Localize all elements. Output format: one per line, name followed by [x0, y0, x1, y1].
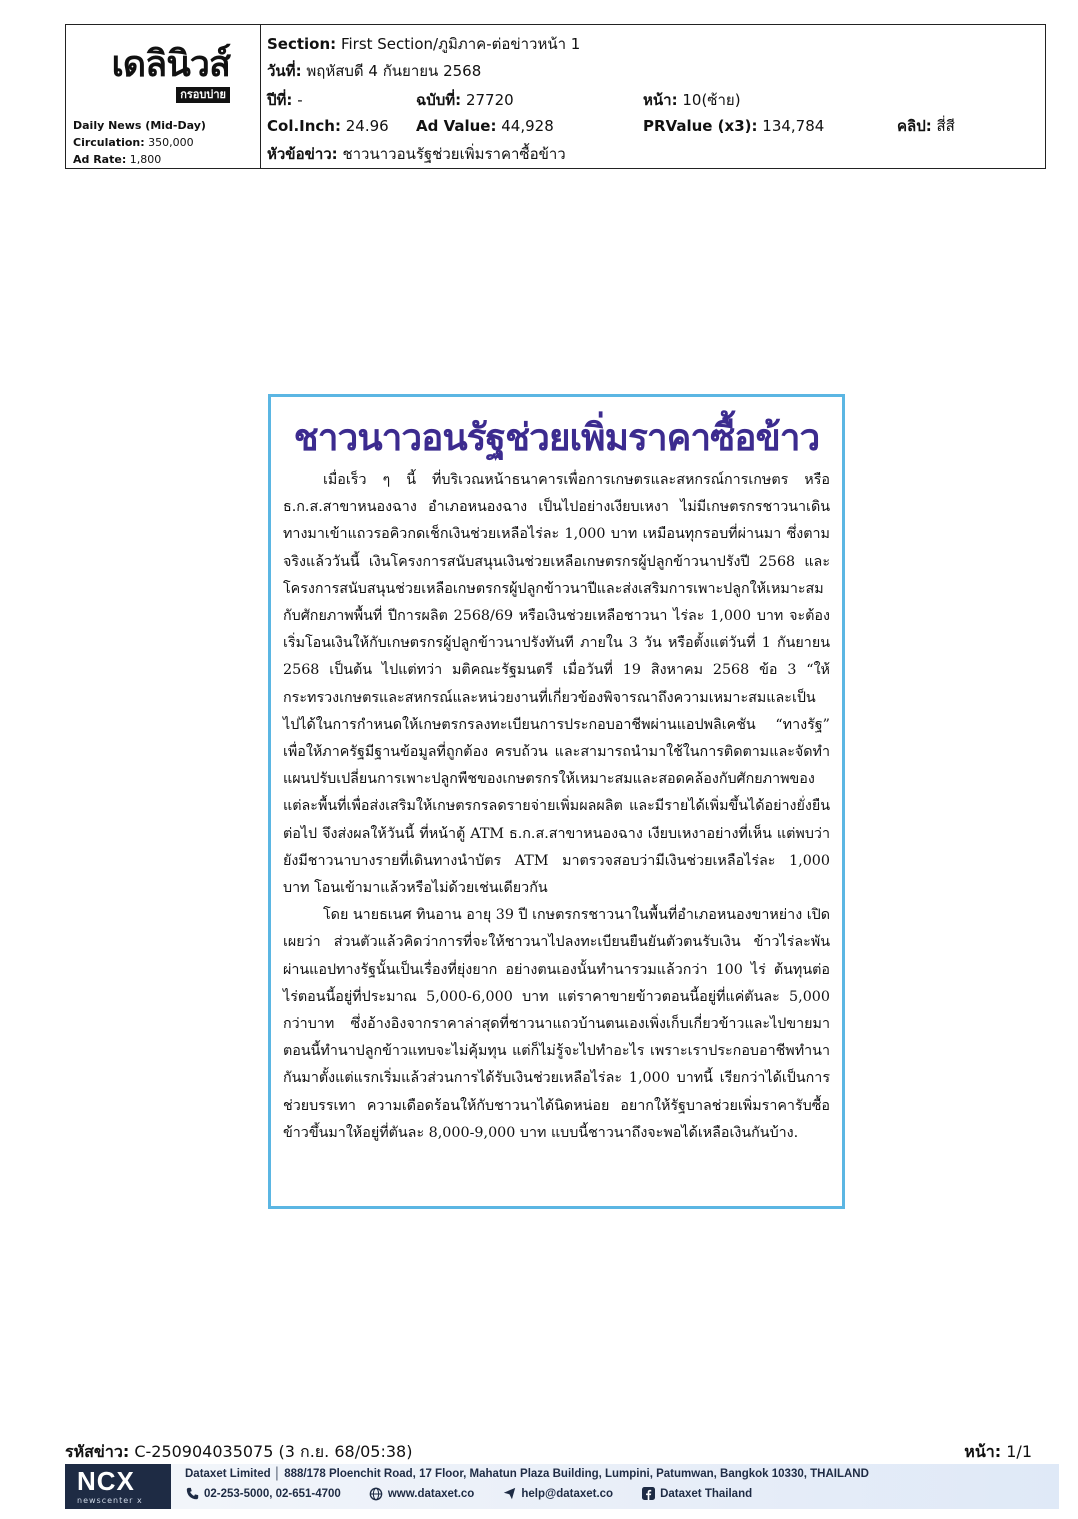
- page-number-value: 1/1: [1006, 1442, 1032, 1461]
- contact-row: [185, 1487, 780, 1501]
- issue-label: ฉบับที่:: [416, 91, 462, 109]
- colinch-value: 24.96: [345, 117, 389, 135]
- article-paragraph: เมื่อเร็ว ๆ นี้ ที่บริเวณหน้าธนาคารเพื่อการเกษตรและสหกรณ์การเกษตร หรือ ธ.ก.ส.สาขาหนองฉาง อำเภอหนองฉาง เป็นไปอย่างเงียบเหงา ไม่มีเกษตรกรชาวนาเดินทางมาเข้าแถวรอคิวกดเช็กเงินช่วยเหลือไร่ละ 1,000 บาท เหมือนทุกรอบที่ผ่านมา ซึ่งตามจริงแล้ววันนี้ เงินโครงการสนับสนุนเงินช่วยเหลือเกษตรกรผู้ปลูกข้าวนาปรังปี 2568 และโครงการสนับสนุนช่วยเหลือเกษตรกรผู้ปลูกข้าวนาปีและส่งเสริมการเพาะปลูกให้เหมาะสมกับศักยภาพพื้นที่ ปีการผลิต 2568/69 หรือเงินช่วยเหลือชาวนา ไร่ละ 1,000 บาท จะต้องเริ่มโอนเงินให้กับเกษตรกรผู้ปลูกข้าวนาปรังทันที ภายใน 3 วัน หรือตั้งแต่วันที่ 1 กันยายน 2568 เป็นต้น ไปแต่ทว่า มติคณะรัฐมนตรี เมื่อวันที่ 19 สิงหาคม 2568 ข้อ 3 “ให้กระทรวงเกษตรและสหกรณ์และหน่วยงานที่เกี่ยวข้องพิจารณาถึงความเหมาะสมและเป็นไปได้ในการกำหนดให้เกษตรกรลงทะเบียนการประกอบอาชีพผ่านแอปพลิเคชัน “ทางรัฐ” เพื่อให้ภาครัฐมีฐานข้อมูลที่ถูกต้อง ครบถ้วน และสามารถนำมาใช้ในการติดตามและจัดทำแผนปรับเปลี่ยนการเพาะปลูกพืชของเกษตรกรให้เหมาะสมและสอดคล้องกับศักยภาพของแต่ละพื้นที่เพื่อส่งเสริมให้เกษตรกรลดรายจ่ายเพิ่มผลผลิต และมีรายได้เพิ่มขึ้นได้อย่างยั่งยืนต่อไป จึงส่งผลให้วันนี้ ที่หน้าตู้ ATM ธ.ก.ส.สาขาหนองฉาง เงียบเหงาอย่างที่เห็น แต่พบว่า ยังมีชาวนาบางรายที่เดินทางนำบัตร ATM มาตรวจสอบว่ามีเงินช่วยเหลือไร่ละ 1,000 บาท โอนเข้ามาแล้วหรือไม่ด้วยเช่นเดียวกัน: [283, 472, 830, 897]
- headline-value: ชาวนาวอนรัฐช่วยเพิ่มราคาซื้อข้าว: [342, 145, 566, 163]
- year-label: ปีที่:: [267, 91, 293, 109]
- date-value: พฤหัสบดี 4 กันยายน 2568: [306, 62, 482, 80]
- clipping-header: [65, 24, 1046, 169]
- publication-info: [73, 117, 206, 168]
- meta-cell: [261, 25, 1045, 168]
- company-address: Dataxet Limited │ 888/178 Ploenchit Road, 17 Floor, Mahatun Plaza Building, Lumpini, Patumwan, Bangkok 10330, THAILAND: [185, 1468, 869, 1480]
- news-code-label: รหัสข่าว:: [65, 1442, 130, 1461]
- globe-icon: [369, 1487, 383, 1501]
- colinch-line: [267, 116, 389, 136]
- footer-bar: [65, 1464, 1059, 1509]
- headline-label: หัวข้อข่าว:: [267, 145, 338, 163]
- colinch-label: Col.Inch:: [267, 117, 341, 135]
- logo-edition: กรอบบ่าย: [176, 87, 230, 103]
- phone-text: 02-253-5000, 02-651-4700: [204, 1488, 341, 1500]
- ad-rate-label: Ad Rate:: [73, 153, 127, 166]
- section-line: [267, 34, 580, 54]
- circulation-label: Circulation:: [73, 136, 145, 149]
- issue-value: 27720: [465, 91, 514, 109]
- section-value: First Section/ภูมิภาค-ต่อข่าวหน้า 1: [340, 35, 581, 53]
- page-number-label: หน้า:: [964, 1442, 1002, 1461]
- contact-phone: [185, 1487, 341, 1501]
- prvalue-value: 134,784: [762, 117, 825, 135]
- date-label: วันที่:: [267, 62, 302, 80]
- news-code-time: (3 ก.ย. 68/05:38): [278, 1442, 413, 1461]
- email-text[interactable]: help@dataxet.co: [521, 1488, 614, 1500]
- advalue-label: Ad Value:: [416, 117, 497, 135]
- prvalue-line: [643, 116, 824, 136]
- contact-website[interactable]: [369, 1487, 475, 1501]
- advalue-line: [416, 116, 554, 136]
- article-body: [283, 467, 830, 1147]
- contact-facebook[interactable]: [641, 1487, 752, 1501]
- date-line: [267, 61, 481, 81]
- page-number: [964, 1440, 1032, 1465]
- article-paragraph: โดย นายธเนศ ทินอาน อายุ 39 ปี เกษตรกรชาวนาในพื้นที่อำเภอหนองขาหย่าง เปิดเผยว่า ส่วนตัวแล้วคิดว่าการที่จะให้ชาวนาไปลงทะเบียนยืนยันตัวตนรับเงิน ข้าวไร่ละพันผ่านแอปทางรัฐนั้นเป็นเรื่องที่ยุ่งยาก อย่างตนเองนั้นทำนารวมแล้วกว่า 100 ไร่ ต้นทุนต่อไร่ตอนนี้อยู่ที่ประมาณ 5,000-6,000 บาท แต่ราคาขายข้าวตอนนี้อยู่ที่แค่ตันละ 5,000 กว่าบาท ซึ่งอ้างอิงจากราคาล่าสุดที่ชาวนาแถวบ้านตนเองเพิ่งเก็บเกี่ยวข้าวและไปขายมา ตอนนี้ทำนาปลูกข้าวแทบจะไม่คุ้มทุน แต่ก็ไม่รู้จะไปทำอะไร เพราะเราประกอบอาชีพทำนากันมาตั้งแต่แรกเริ่มแล้วส่วนการได้รับเงินช่วยเหลือไร่ละ 1,000 บาทนี้ เรียกว่าได้เป็นการช่วยบรรเทา ความเดือดร้อนให้กับชาวนาได้นิดหน่อย อยากให้รัฐบาลช่วยเพิ่มราคารับซื้อข้าวขึ้นมาให้อยู่ที่ตันละ 8,000-9,000 บาท แบบนี้ชาวนาถึงจะพอได้เหลือเงินกันบ้าง.: [283, 907, 830, 1141]
- clip-value: สี่สี: [936, 117, 955, 135]
- headline-line: [267, 144, 566, 164]
- year-line: [267, 90, 303, 110]
- ad-rate-value: 1,800: [129, 153, 162, 166]
- ncx-logo-sub: newscenter x: [77, 1496, 143, 1505]
- clip-line: [897, 116, 955, 136]
- news-code: [65, 1440, 412, 1465]
- publication-cell: [66, 25, 261, 168]
- circulation-value: 350,000: [148, 136, 194, 149]
- year-value: -: [297, 91, 303, 109]
- page-line: [643, 90, 741, 110]
- facebook-icon: [641, 1487, 655, 1501]
- advalue-value: 44,928: [501, 117, 554, 135]
- article-clipping: [268, 394, 845, 1209]
- facebook-text[interactable]: Dataxet Thailand: [660, 1488, 753, 1500]
- contact-email[interactable]: [502, 1487, 613, 1501]
- send-icon: [502, 1487, 516, 1501]
- page-value: 10(ซ้าย): [682, 91, 741, 109]
- page-label: หน้า:: [643, 91, 678, 109]
- phone-icon: [185, 1487, 199, 1501]
- ncx-logo-text: NCX: [77, 1466, 135, 1496]
- issue-line: [416, 90, 514, 110]
- prvalue-label: PRValue (x3):: [643, 117, 758, 135]
- website-text[interactable]: www.dataxet.co: [387, 1488, 475, 1500]
- section-label: Section:: [267, 35, 337, 53]
- clip-label: คลิป:: [897, 117, 932, 135]
- article-headline: ชาวนาวอนรัฐช่วยเพิ่มราคาซื้อข้าว: [293, 416, 820, 459]
- ncx-logo: [65, 1464, 171, 1509]
- news-code-value: C-250904035075: [134, 1442, 274, 1461]
- publication-name: Daily News (Mid-Day): [73, 119, 206, 132]
- publication-logo: [90, 44, 230, 101]
- logo-text: เดลินิวส์: [111, 44, 230, 85]
